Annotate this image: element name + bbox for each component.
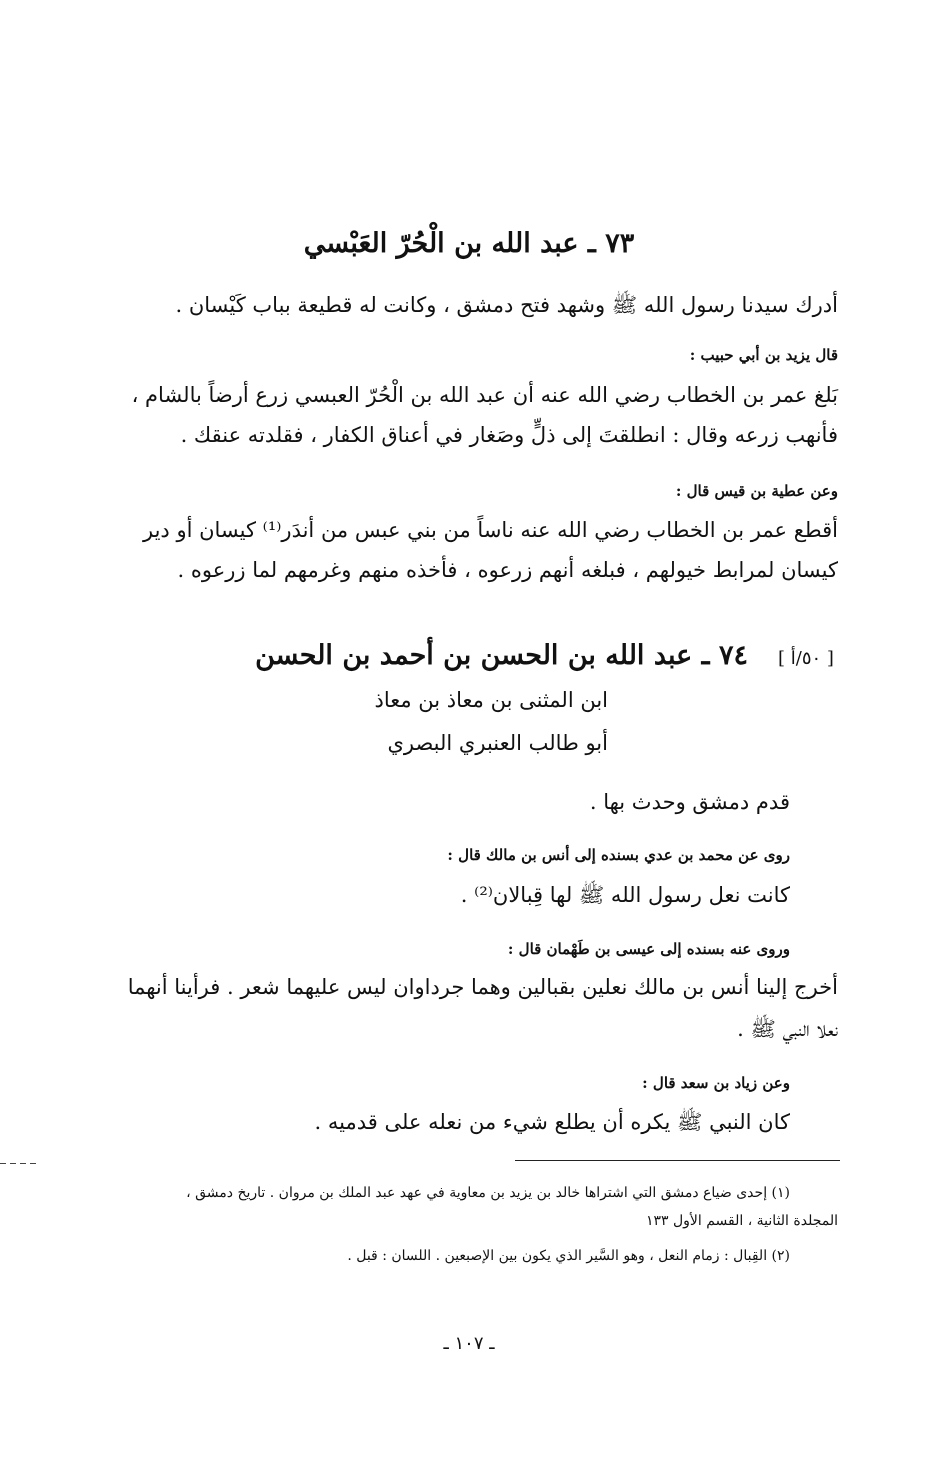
entry-74-text-3: كان النبي ﷺ يكره أن يطلع شيء من نعله على قدميه . — [314, 1110, 790, 1134]
entry-74-title: ٧٤ ـ عبد الله بن الحسن بن أحمد بن الحسن — [255, 640, 748, 671]
entry-73-text-1-line-2: فأنهب زرعه وقال : انطلقتَ إلى ذلٍّ وصَغار في أعناق الكفار ، فقلدته عنقك . — [180, 423, 838, 447]
entry-74-arrival: قدم دمشق وحدث بها . — [589, 790, 790, 814]
entry-73-narrator-1: قال يزيد بن أبي حبيب : — [689, 346, 838, 364]
footnote-2: (٢) القِبال : زمام النعل ، وهو السَّير الذي يكون بين الإصبعين . اللسان : قبل . — [347, 1248, 790, 1264]
entry-73-text-2-line-2: كيسان لمرابط خيولهم ، فبلغه أنهم زرعوه ، فأخذه منهم وغرمهم لما زرعوه . — [177, 558, 838, 582]
entry-73-text-1-line-1: بَلغ عمر بن الخطاب رضي الله عنه أن عبد الله بن الْحُرّ العبسي زرع أرضاً بالشام ، — [131, 383, 838, 407]
footnote-1-line-2: المجلدة الثانية ، القسم الأول ١٣٣ — [645, 1213, 838, 1229]
entry-74-narrator-1: روى عن محمد بن عدي بسنده إلى أنس بن مالك قال : — [447, 846, 790, 864]
scan-edge-mark — [0, 1163, 36, 1164]
footnote-separator — [515, 1160, 840, 1161]
entry-74-narrator-3: وعن زياد بن سعد قال : — [642, 1074, 790, 1092]
entry-73-narrator-2: وعن عطية بن قيس قال : — [675, 482, 838, 500]
page-number: ـ ١٠٧ ـ — [443, 1333, 495, 1354]
entry-74-subtitle-1: ابن المثنى بن معاذ بن معاذ — [374, 688, 608, 712]
folio-marker: [ ٥٠/أ ] — [778, 648, 834, 669]
entry-74-subtitle-2: أبو طالب العنبري البصري — [387, 731, 608, 755]
entry-74-text-1: كانت نعل رسول الله ﷺ لها قِبالان⁽²⁾ . — [460, 883, 790, 907]
entry-73-title: ٧٣ ـ عبد الله بن الْحُرّ العَبْسي — [303, 228, 635, 259]
entry-74-text-2-line-1: أخرج إلينا أنس بن مالك نعلين بقبالين وهما جرداوان ليس عليهما شعر . فرأينا أنهما — [127, 975, 838, 999]
entry-74-text-2-line-2: نعلا النبي ﷺ . — [737, 1017, 838, 1041]
entry-73-intro: أدرك سيدنا رسول الله ﷺ وشهد فتح دمشق ، وكانت له قطيعة بباب كَيْسان . — [175, 293, 838, 317]
entry-73-text-2-line-1: أقطع عمر بن الخطاب رضي الله عنه ناساً من بني عبس من أندَر⁽¹⁾ كيسان أو دير — [143, 518, 838, 542]
entry-74-narrator-2: وروى عنه بسنده إلى عيسى بن طَهْمان قال : — [507, 940, 790, 958]
footnote-1-line-1: (١) إحدى ضياع دمشق التي اشتراها خالد بن يزيد بن معاوية في عهد عبد الملك بن مروان . تاريخ دمشق ، — [186, 1185, 790, 1201]
